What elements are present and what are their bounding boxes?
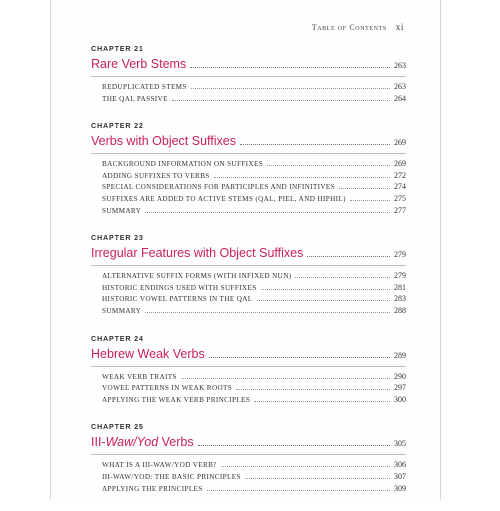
running-head <box>312 22 404 32</box>
section-entry[interactable] <box>102 294 406 306</box>
section-title: III-WAW/YOD: THE BASIC PRINCIPLES <box>102 472 241 481</box>
dot-leader <box>145 312 390 313</box>
dot-leader <box>207 490 390 491</box>
chapter-22 <box>91 121 406 217</box>
dot-leader <box>172 100 390 101</box>
section-entry[interactable] <box>102 194 406 206</box>
chapter-title: Hebrew Weak Verbs <box>91 346 205 361</box>
section-title: WHAT IS A III-WAW/YOD VERB? <box>102 461 217 470</box>
section-list <box>91 82 406 105</box>
book-page <box>50 0 441 500</box>
chapter-label: CHAPTER 22 <box>91 121 144 131</box>
section-entry[interactable] <box>102 82 406 94</box>
section-list <box>91 372 406 407</box>
dot-leader <box>191 88 390 89</box>
chapter-title-line[interactable] <box>91 57 406 71</box>
dot-leader <box>190 67 390 68</box>
section-page-number: 309 <box>394 483 406 493</box>
section-title: HISTORIC VOWEL PATTERNS IN THE QAL <box>102 295 253 304</box>
chapter-label: CHAPTER 23 <box>91 233 144 243</box>
section-entry[interactable] <box>102 372 406 384</box>
chapter-page-number: 263 <box>394 61 406 70</box>
dot-leader <box>350 200 390 201</box>
dot-leader <box>214 177 390 178</box>
section-title: SUMMARY <box>102 206 142 215</box>
section-title: ALTERNATIVE SUFFIX FORMS (WITH INFIXED NUN) <box>102 272 292 281</box>
section-entry[interactable] <box>102 306 406 318</box>
dot-leader <box>236 389 390 390</box>
section-entry[interactable] <box>102 206 406 218</box>
section-page-number: 264 <box>394 93 406 103</box>
section-entry[interactable] <box>102 383 406 395</box>
dot-leader <box>267 165 390 166</box>
section-page-number: 277 <box>394 205 406 215</box>
chapter-label: CHAPTER 25 <box>91 422 144 432</box>
chapter-divider <box>91 366 406 367</box>
section-title: APPLYING THE PRINCIPLES <box>102 484 203 493</box>
section-list <box>91 159 406 217</box>
chapter-title-italic: Waw/Yod <box>105 435 159 450</box>
dot-leader <box>339 188 390 189</box>
section-page-number: 306 <box>394 460 406 470</box>
dot-leader <box>257 300 390 301</box>
section-entry[interactable] <box>102 159 406 171</box>
section-page-number: 283 <box>394 294 406 304</box>
dot-leader <box>221 466 390 467</box>
chapter-24 <box>91 334 406 407</box>
section-entry[interactable] <box>102 283 406 295</box>
chapter-divider <box>91 454 406 455</box>
section-page-number: 275 <box>394 193 406 203</box>
dot-leader <box>145 212 390 213</box>
section-title: SPECIAL CONSIDERATIONS FOR PARTICIPLES AND INFINITIVES <box>102 183 335 192</box>
dot-leader <box>307 256 390 257</box>
section-list <box>91 460 406 495</box>
dot-leader <box>245 478 390 479</box>
section-entry[interactable] <box>102 395 406 407</box>
section-title: SUFFIXES ARE ADDED TO ACTIVE STEMS (QAL, PIEL, AND HIPHIL) <box>102 194 346 203</box>
chapter-title-prefix: III- <box>91 435 106 450</box>
chapter-title: Rare Verb Stems <box>91 57 187 71</box>
chapter-divider <box>91 76 406 77</box>
chapter-title: Irregular Features with Object Suffixes <box>91 246 304 261</box>
chapter-divider <box>91 153 406 154</box>
dot-leader <box>181 378 390 379</box>
dot-leader <box>254 401 390 402</box>
section-page-number: 307 <box>394 471 406 481</box>
section-title: ADDING SUFFIXES TO VERBS <box>102 171 210 180</box>
section-page-number: 297 <box>394 383 406 393</box>
chapter-title-line[interactable] <box>91 347 406 361</box>
section-title: WEAK VERB TRAITS <box>102 372 177 381</box>
section-page-number: 269 <box>394 159 406 169</box>
section-page-number: 263 <box>394 82 406 91</box>
section-page-number: 281 <box>394 282 406 292</box>
dot-leader <box>261 289 390 290</box>
chapter-title-line[interactable] <box>91 246 406 260</box>
chapter-title: Verbs with Object Suffixes <box>91 134 236 149</box>
section-page-number: 288 <box>394 305 406 315</box>
running-head-title: Table of Contents <box>311 23 387 32</box>
chapter-page-number: 305 <box>394 439 406 449</box>
running-head-page-number: xi <box>395 22 404 32</box>
dot-leader <box>198 445 390 446</box>
chapter-23 <box>91 233 406 317</box>
dot-leader <box>295 277 390 278</box>
section-page-number: 290 <box>394 371 406 381</box>
section-entry[interactable] <box>102 484 406 496</box>
section-page-number: 274 <box>394 182 406 192</box>
section-title: BACKGROUND INFORMATION ON SUFFIXES <box>102 160 264 169</box>
chapter-divider <box>91 265 406 266</box>
dot-leader <box>240 144 390 145</box>
chapter-label: CHAPTER 24 <box>91 333 144 343</box>
chapter-page-number: 269 <box>394 138 406 148</box>
table-of-contents <box>91 44 406 511</box>
chapter-21 <box>91 44 406 105</box>
section-entry[interactable] <box>102 460 406 472</box>
section-entry[interactable] <box>102 271 406 283</box>
section-title: SUMMARY <box>102 306 142 315</box>
section-entry[interactable] <box>102 182 406 194</box>
section-title: REDUPLICATED STEMS <box>102 83 187 91</box>
section-title: VOWEL PATTERNS IN WEAK ROOTS <box>102 384 233 393</box>
section-entry[interactable] <box>102 171 406 183</box>
chapter-page-number: 279 <box>394 250 406 260</box>
section-title: HISTORIC ENDINGS USED WITH SUFFIXES <box>102 283 257 292</box>
chapter-title <box>91 435 194 449</box>
section-page-number: 272 <box>394 170 406 180</box>
chapter-title-line[interactable] <box>91 134 406 148</box>
chapter-label: CHAPTER 21 <box>91 44 144 53</box>
chapter-title-line[interactable] <box>91 435 406 449</box>
chapter-page-number: 289 <box>394 350 406 360</box>
chapter-title-suffix: Verbs <box>158 435 194 450</box>
dot-leader <box>209 357 390 358</box>
section-title: APPLYING THE WEAK VERB PRINCIPLES <box>102 395 251 404</box>
section-page-number: 300 <box>394 394 406 404</box>
chapter-25 <box>91 422 406 495</box>
section-page-number: 279 <box>394 271 406 281</box>
section-entry[interactable] <box>102 472 406 484</box>
section-list <box>91 271 406 317</box>
section-title: THE QAL PASSIVE <box>102 94 168 103</box>
section-entry[interactable] <box>102 94 406 106</box>
